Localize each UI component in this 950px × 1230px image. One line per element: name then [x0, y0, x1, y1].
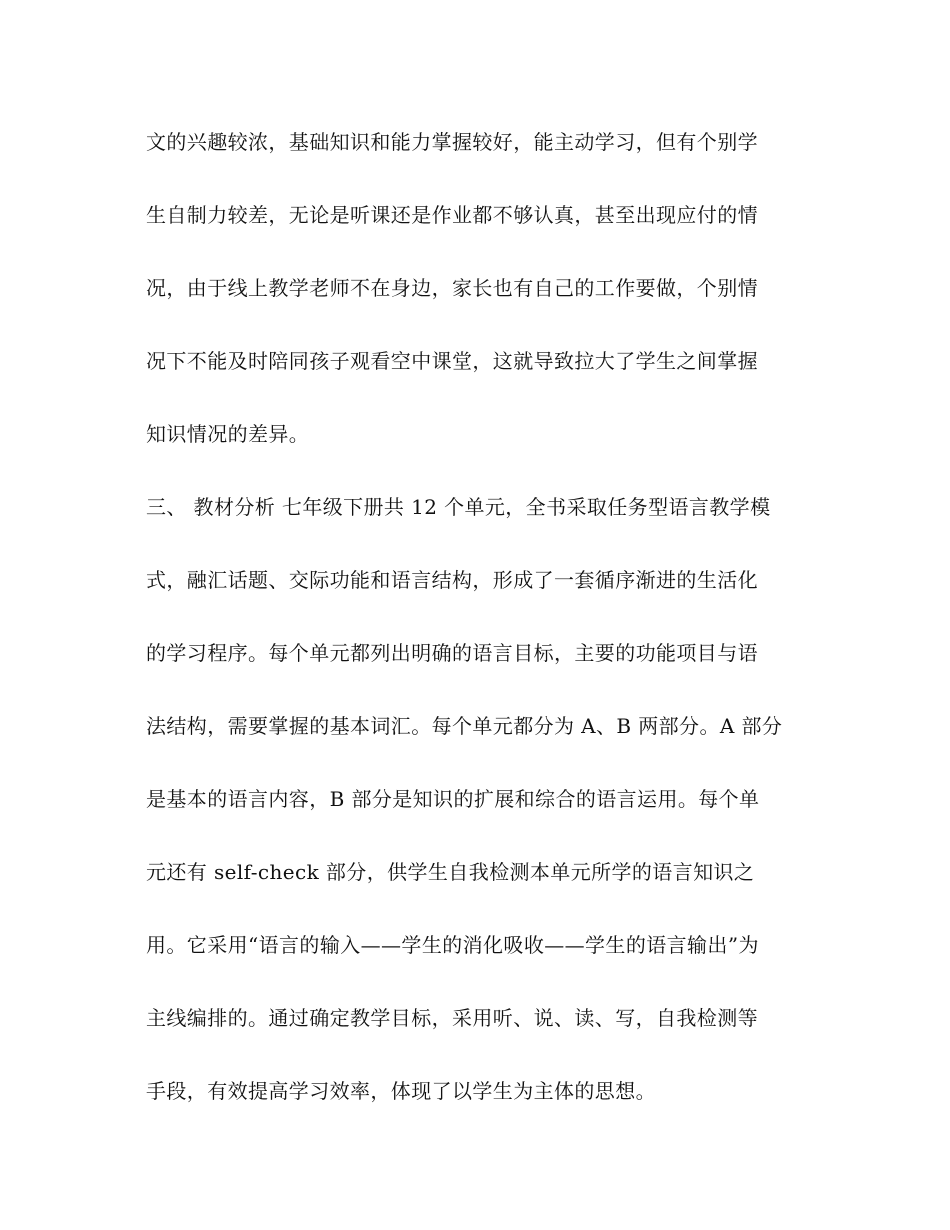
paragraph-line: 是基本的语言内容，B 部分是知识的扩展和综合的语言运用。每个单: [146, 787, 760, 811]
paragraph-line: 元还有 self-check 部分，供学生自我检测本单元所学的语言知识之: [146, 860, 755, 884]
paragraph-line: 用。它采用“语言的输入——学生的消化吸收——学生的语言输出”为: [146, 933, 759, 957]
paragraph-line: 知识情况的差异。: [146, 422, 310, 446]
paragraph-line: 况下不能及时陪同孩子观看空中课堂，这就导致拉大了学生之间掌握: [146, 349, 758, 373]
paragraph-line: 况，由于线上教学老师不在身边，家长也有自己的工作要做，个别情: [146, 276, 758, 300]
paragraph-line: 的学习程序。每个单元都列出明确的语言目标，主要的功能项目与语: [146, 641, 758, 665]
paragraph-line: 手段，有效提高学习效率，体现了以学生为主体的思想。: [146, 1079, 656, 1103]
paragraph-line: 主线编排的。通过确定教学目标，采用听、说、读、写，自我检测等: [146, 1006, 758, 1030]
paragraph-line: 生自制力较差，无论是听课还是作业都不够认真，甚至出现应付的情: [146, 203, 758, 227]
paragraph-line: 文的兴趣较浓，基础知识和能力掌握较好，能主动学习，但有个别学: [146, 130, 758, 154]
paragraph-line: 法结构，需要掌握的基本词汇。每个单元都分为 A、B 两部分。A 部分: [146, 714, 783, 738]
section-heading-line: 三、 教材分析 七年级下册共 12 个单元，全书采取任务型语言教学模: [146, 495, 771, 519]
paragraph-line: 式，融汇话题、交际功能和语言结构，形成了一套循序渐进的生活化: [146, 568, 758, 592]
